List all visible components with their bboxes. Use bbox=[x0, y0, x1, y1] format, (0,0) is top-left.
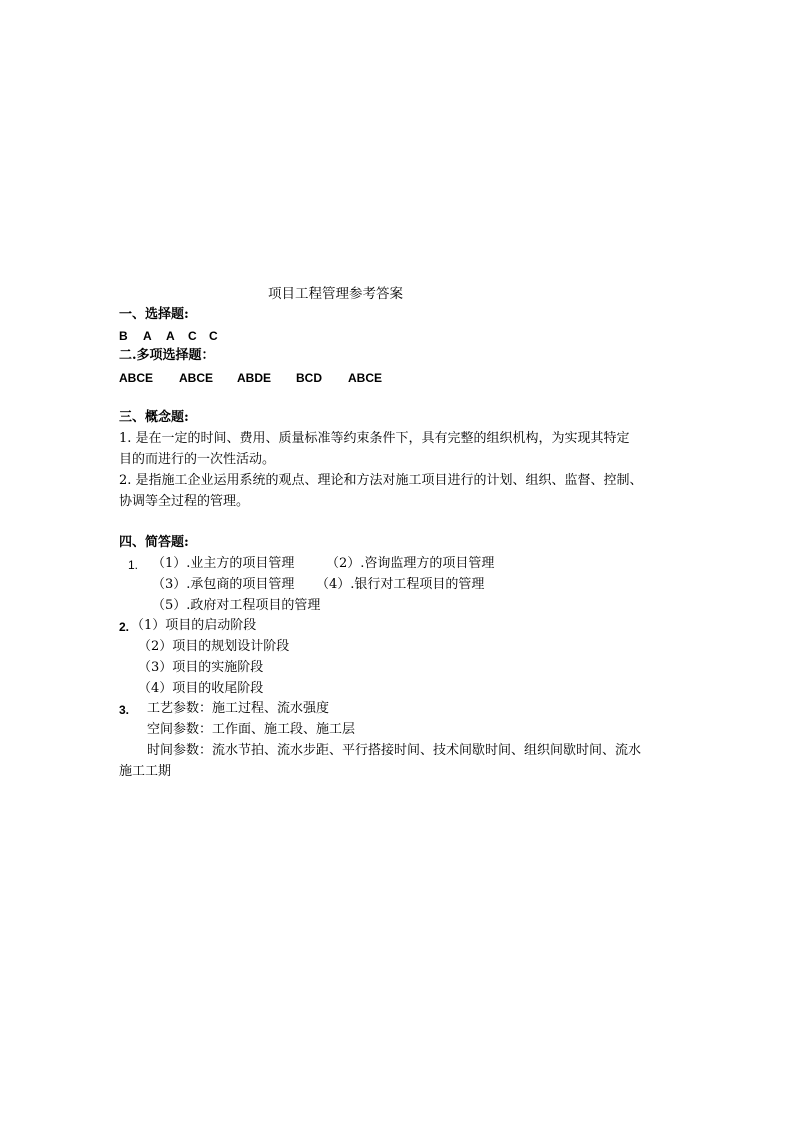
short-answer-3-number: 3. bbox=[119, 703, 130, 717]
short-answer-1-number: 1. bbox=[128, 558, 139, 572]
choice-answer: B bbox=[119, 329, 128, 343]
multi-choice-answer: ABCE bbox=[179, 371, 214, 385]
short-answer-3-item: 空间参数：工作面、施工段、施工层 bbox=[147, 722, 356, 737]
multi-choice-answer: BCD bbox=[296, 371, 322, 385]
multi-choice-answer: ABCE bbox=[119, 371, 154, 385]
short-answer-2-item: （1）项目的启动阶段 bbox=[131, 618, 257, 633]
section-heading-concepts: 三、概念题: bbox=[119, 410, 189, 425]
choice-answer: C bbox=[209, 329, 218, 343]
choice-answer: A bbox=[143, 329, 152, 343]
short-answer-1-item: （3）.承包商的项目管理 bbox=[152, 577, 295, 592]
concept-answer-2-line1: 2. 是指施工企业运用系统的观点、理论和方法对施工项目进行的计划、组织、监督、控制、 bbox=[119, 473, 643, 488]
concept-answer-1-line2: 目的而进行的一次性活动。 bbox=[119, 452, 276, 467]
short-answer-1-item: （2）.咨询监理方的项目管理 bbox=[326, 556, 495, 571]
section-heading-multi-choice: 二.多项选择题： bbox=[119, 348, 215, 363]
short-answer-1-item: （1）.业主方的项目管理 bbox=[152, 556, 295, 571]
short-answer-1-item: （5）.政府对工程项目的管理 bbox=[152, 598, 321, 613]
short-answer-2-number: 2. bbox=[119, 620, 130, 634]
short-answer-1-item: （4）.银行对工程项目的管理 bbox=[316, 577, 485, 592]
multi-choice-answer: ABDE bbox=[237, 371, 272, 385]
section-heading-short-answer: 四、简答题: bbox=[119, 535, 189, 550]
short-answer-3-item: 施工工期 bbox=[119, 764, 172, 779]
short-answer-3-item: 时间参数：流水节拍、流水步距、平行搭接时间、技术间歇时间、组织间歇时间、流水 bbox=[147, 743, 642, 758]
concept-answer-1-line1: 1. 是在一定的时间、费用、质量标准等约束条件下，具有完整的组织机构，为实现其特定 bbox=[119, 431, 630, 446]
section-heading-choice: 一、选择题: bbox=[119, 307, 189, 322]
concept-answer-2-line2: 协调等全过程的管理。 bbox=[119, 494, 250, 509]
short-answer-2-item: （4）项目的收尾阶段 bbox=[138, 681, 264, 696]
short-answer-2-item: （3）项目的实施阶段 bbox=[138, 660, 264, 675]
choice-answer: A bbox=[166, 329, 175, 343]
multi-choice-answer: ABCE bbox=[348, 371, 383, 385]
short-answer-2-item: （2）项目的规划设计阶段 bbox=[138, 639, 290, 654]
choice-answer: C bbox=[188, 329, 197, 343]
short-answer-3-item: 工艺参数：施工过程、流水强度 bbox=[147, 701, 330, 716]
document-title: 项目工程管理参考答案 bbox=[268, 286, 403, 302]
